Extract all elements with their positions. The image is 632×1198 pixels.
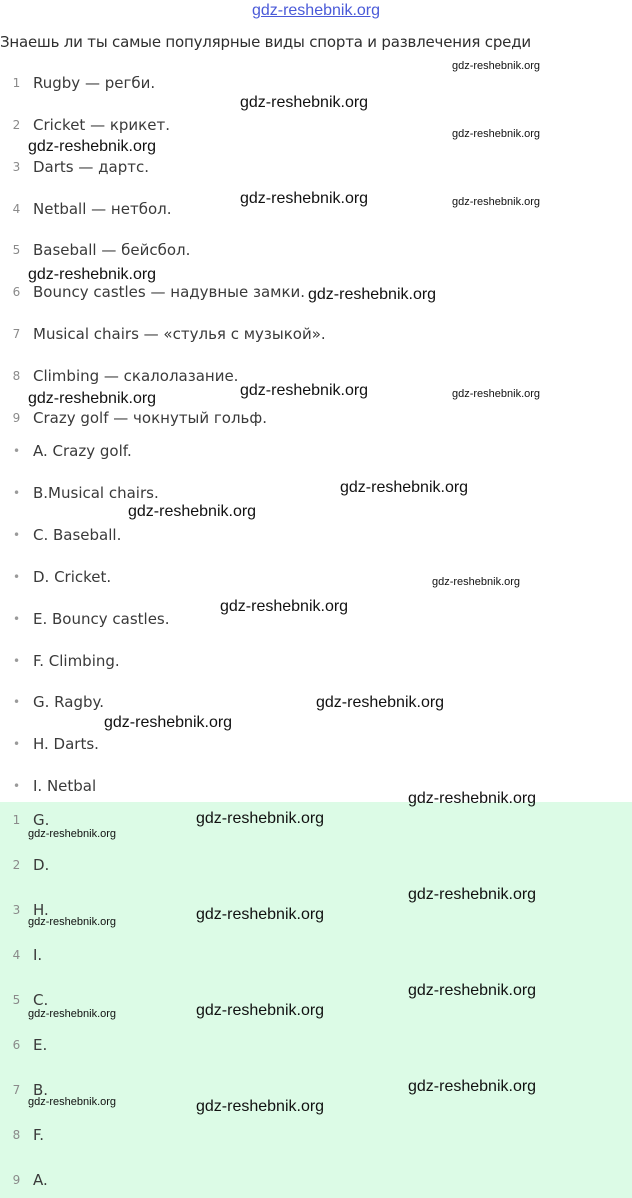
watermark-text: gdz-reshebnik.org [308,286,437,303]
answer-number: 8 [12,1128,21,1142]
watermark-text: gdz-reshebnik.org [408,790,537,807]
bullet-icon: • [12,654,21,668]
item-text: Darts — дартс. [33,158,149,176]
vocab-item [0,238,190,262]
option-text: I. Netbal [33,777,97,795]
watermark-text: gdz-reshebnik.org [104,714,233,731]
answer-letter: E. [33,1036,48,1054]
option-text: C. Baseball. [33,526,122,544]
watermark-text: gdz-reshebnik.org [240,94,369,111]
item-number: 2 [12,118,21,132]
bullet-icon: • [12,486,21,500]
answer-item [0,1123,44,1147]
answer-letter: C. [33,991,49,1009]
watermark-text: gdz-reshebnik.org [196,1002,325,1019]
answer-letter: G. [33,811,50,829]
answer-item [0,1033,47,1057]
item-text: Climbing — скалолазание. [33,367,239,385]
answer-letter: F. [33,1126,44,1144]
bullet-icon: • [12,528,21,542]
watermark-text: gdz-reshebnik.org [28,266,157,283]
watermark-text: gdz-reshebnik.org [28,1096,117,1108]
option-text: A. Crazy golf. [33,442,132,460]
watermark-text: gdz-reshebnik.org [340,479,469,496]
item-text: Rugby — регби. [33,74,156,92]
watermark-text: gdz-reshebnik.org [408,886,537,903]
watermark-text: gdz-reshebnik.org [196,906,325,923]
vocab-item [0,113,170,137]
item-text: Baseball — бейсбол. [33,241,191,259]
bullet-icon: • [12,444,21,458]
answer-number: 6 [12,1038,21,1052]
item-number: 7 [12,327,21,341]
vocab-item [0,322,326,346]
option-text: E. Bouncy castles. [33,610,170,628]
bullet-icon: • [12,612,21,626]
item-text: Crazy golf — чокнутый гольф. [33,409,267,427]
bullet-icon: • [12,737,21,751]
top-watermark-link[interactable]: gdz-reshebnik.org [251,2,381,19]
option-item [0,774,96,798]
option-item [0,523,121,547]
option-item [0,649,120,673]
watermark-text: gdz-reshebnik.org [452,128,541,140]
answer-number: 3 [12,903,21,917]
watermark-text: gdz-reshebnik.org [408,982,537,999]
answer-item [0,853,49,877]
vocab-item [0,364,238,388]
watermark-text: gdz-reshebnik.org [28,828,117,840]
bullet-icon: • [12,570,21,584]
watermark-text: gdz-reshebnik.org [408,1078,537,1095]
item-text: Netball — нетбол. [33,200,172,218]
item-number: 8 [12,369,21,383]
answer-letter: D. [33,856,50,874]
option-text: B.Musical chairs. [33,484,159,502]
watermark-text: gdz-reshebnik.org [240,382,369,399]
option-item [0,607,170,631]
watermark-text: gdz-reshebnik.org [28,138,157,155]
answer-number: 4 [12,948,21,962]
answer-letter: A. [33,1171,48,1189]
watermark-text: gdz-reshebnik.org [196,810,325,827]
watermark-text: gdz-reshebnik.org [452,60,541,72]
watermark-text: gdz-reshebnik.org [28,390,157,407]
answer-letter: H. [33,901,49,919]
watermark-text: gdz-reshebnik.org [128,503,257,520]
watermark-text: gdz-reshebnik.org [28,916,117,928]
option-item [0,690,104,714]
answer-number: 9 [12,1173,21,1187]
item-number: 9 [12,411,21,425]
option-text: H. Darts. [33,735,99,753]
bullet-icon: • [12,779,21,793]
option-item [0,565,111,589]
watermark-text: gdz-reshebnik.org [28,1008,117,1020]
item-number: 4 [12,202,21,216]
watermark-text: gdz-reshebnik.org [240,190,369,207]
vocab-item [0,71,155,95]
item-number: 1 [12,76,21,90]
watermark-text: gdz-reshebnik.org [316,694,445,711]
option-item [0,439,132,463]
answer-letter: I. [33,946,43,964]
item-text: Cricket — крикет. [33,116,170,134]
vocab-item [0,406,267,430]
item-number: 5 [12,243,21,257]
watermark-text: gdz-reshebnik.org [432,576,521,588]
bullet-icon: • [12,695,21,709]
task-heading: Знаешь ли ты самые популярные виды спорта и развлечения среди [0,33,531,51]
item-text: Bouncy castles — надувные замки. [33,283,306,301]
option-text: F. Climbing. [33,652,120,670]
answer-number: 2 [12,858,21,872]
item-number: 3 [12,160,21,174]
vocab-item [0,197,171,221]
answer-item [0,943,42,967]
answer-number: 1 [12,813,21,827]
option-text: D. Cricket. [33,568,112,586]
watermark-text: gdz-reshebnik.org [452,196,541,208]
watermark-text: gdz-reshebnik.org [196,1098,325,1115]
answer-number: 5 [12,993,21,1007]
vocab-item [0,155,149,179]
answer-letter: B. [33,1081,49,1099]
watermark-text: gdz-reshebnik.org [452,388,541,400]
option-text: G. Ragby. [33,693,104,711]
option-item [0,481,159,505]
answers-panel [0,802,632,1198]
watermark-text: gdz-reshebnik.org [220,598,349,615]
answer-number: 7 [12,1083,21,1097]
item-text: Musical chairs — «стулья с музыкой». [33,325,326,343]
option-item [0,732,99,756]
answer-item [0,1168,48,1192]
item-number: 6 [12,285,21,299]
